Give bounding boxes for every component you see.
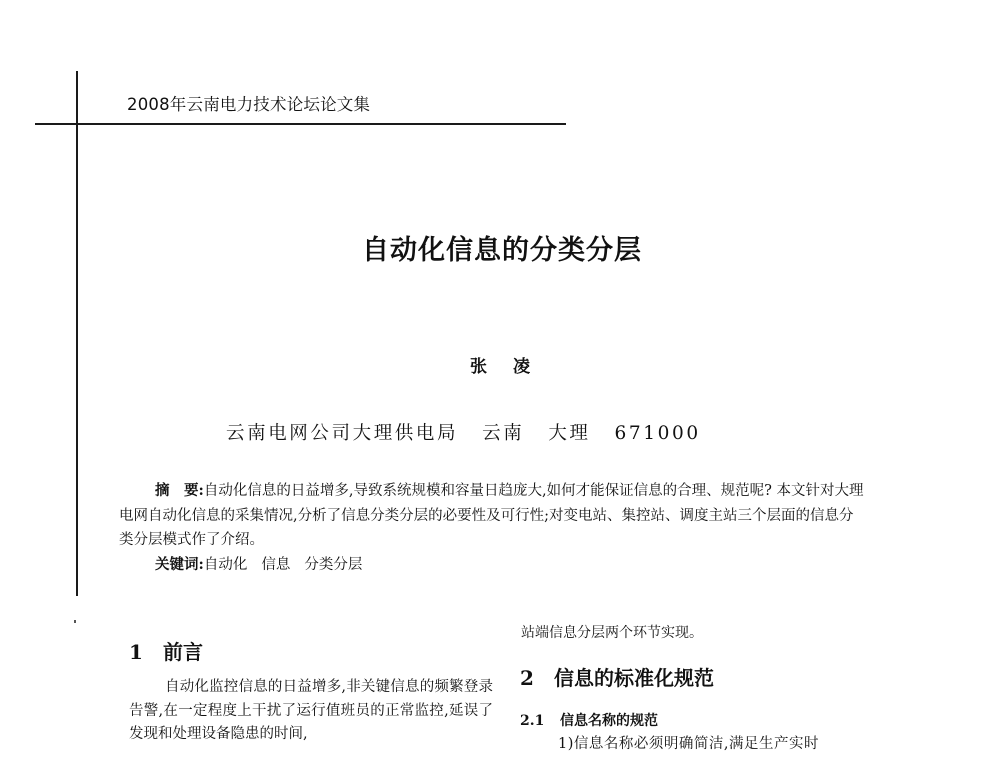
author-affiliation	[226, 419, 701, 445]
subsection-title: 信息名称的规范	[560, 713, 658, 729]
paper-title: 自动化信息的分类分层	[362, 235, 642, 266]
section-heading-2	[520, 662, 714, 691]
subsection-number: 2.1	[520, 713, 545, 729]
abstract-label: 摘 要:	[155, 482, 204, 499]
section-title: 信息的标准化规范	[554, 666, 714, 690]
scan-artifact-mark	[74, 620, 76, 623]
running-header: 2008年云南电力技术论坛论文集	[127, 95, 371, 114]
keywords-line	[155, 553, 362, 574]
abstract-block	[119, 479, 864, 553]
author-given-name: 凌	[513, 357, 530, 377]
affiliation-postcode: 671000	[614, 423, 701, 444]
affiliation-province: 云南	[482, 423, 525, 444]
subsection-body-text: 1)信息名称必须明确简洁,满足生产实时	[558, 736, 819, 752]
author-name	[0, 352, 1000, 377]
keyword: 分类分层	[304, 557, 363, 573]
keyword: 信息	[261, 557, 291, 573]
section-number: 2	[520, 666, 534, 690]
margin-vertical-rule	[76, 71, 78, 596]
author-surname: 张	[470, 357, 487, 377]
section-title: 前言	[163, 640, 203, 664]
section-heading-1	[129, 636, 203, 665]
header-horizontal-rule	[35, 123, 566, 125]
body-paragraph: 自动化监控信息的日益增多,非关键信息的频繁登录告警,在一定程度上干扰了运行值班员的正常监控,延误了发现和处理设备隐患的时间,	[129, 679, 493, 742]
keywords-label: 关键词:	[155, 556, 204, 573]
affiliation-city: 大理	[548, 423, 591, 444]
abstract-text: 自动化信息的日益增多,导致系统规模和容量日趋庞大,如何才能保证信息的合理、规范呢? 本文针对大理电网自动化信息的采集情况,分析了信息分类分层的必要性及可行性;对变电站、集控站、调度主站三个层面的信息分类分层模式作了介绍。	[119, 483, 864, 548]
section-number: 1	[129, 640, 143, 664]
keyword: 自动化	[203, 557, 248, 573]
subsection-heading-2-1	[520, 710, 658, 730]
right-column-continuation: 站端信息分层两个环节实现。	[521, 625, 703, 641]
left-column-body	[129, 676, 493, 747]
affiliation-org: 云南电网公司大理供电局	[226, 423, 459, 444]
